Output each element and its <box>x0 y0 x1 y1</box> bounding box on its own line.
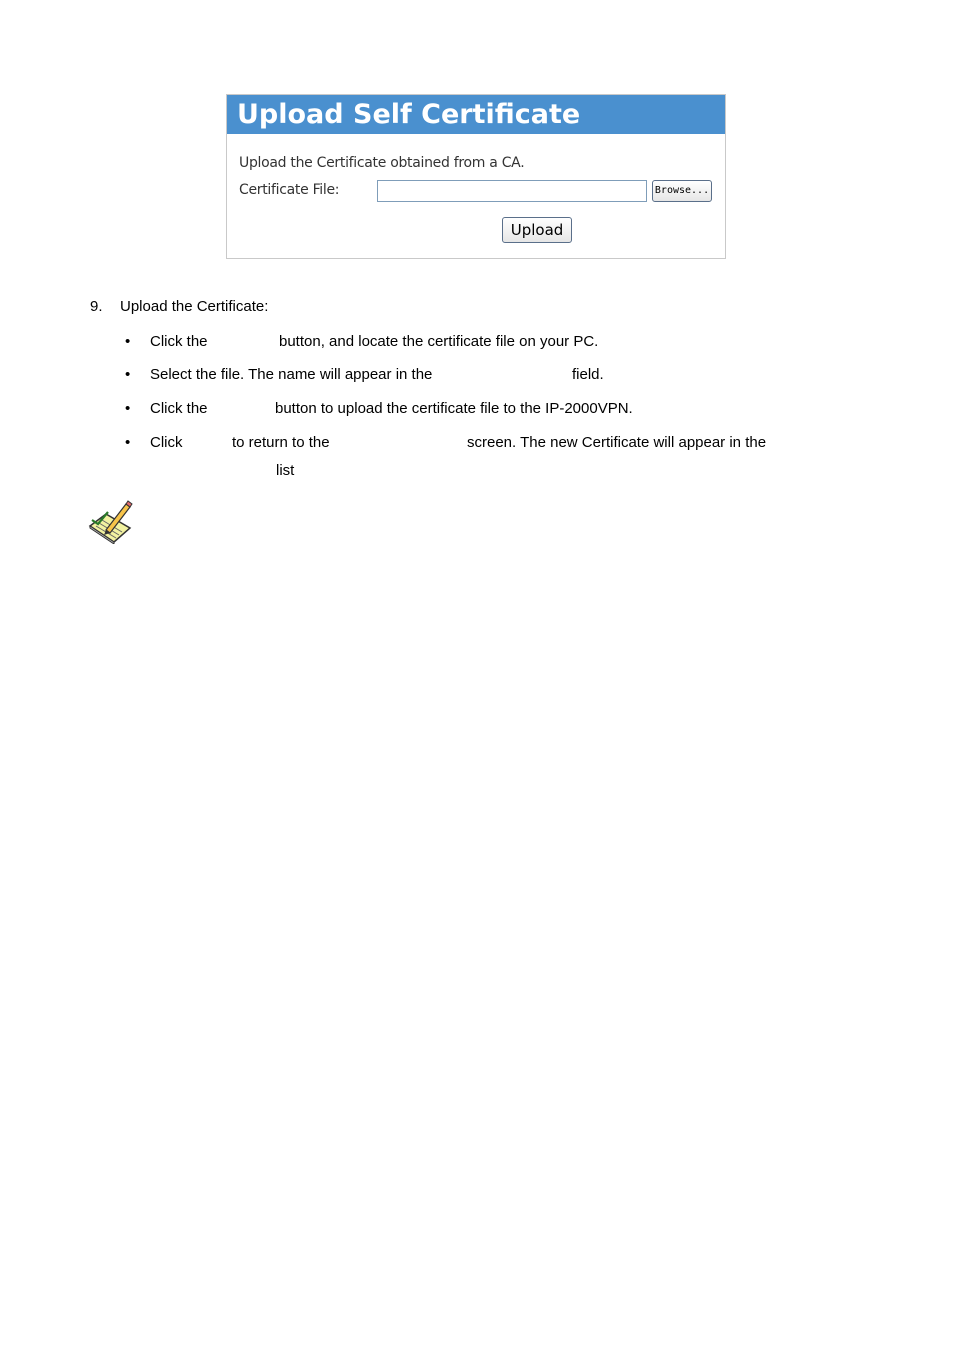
bullet-1-text-a: Click the <box>150 333 208 350</box>
bullet-4-text-a: Click <box>150 434 183 451</box>
browse-button[interactable]: Browse... <box>652 180 712 202</box>
certificate-file-input[interactable] <box>377 180 647 202</box>
bullet-4-text-b: to return to the <box>232 434 330 451</box>
bullet-4: • <box>125 434 131 451</box>
upload-self-certificate-panel <box>226 94 726 259</box>
certificate-file-label: Certificate File: <box>239 182 340 198</box>
bullet-3-text-a: Click the <box>150 400 208 417</box>
bullet-2-text-b: field. <box>572 366 604 383</box>
note-pencil-icon <box>88 500 134 544</box>
bullet-3: • <box>125 400 131 417</box>
step-title: Upload the Certificate: <box>120 298 269 315</box>
bullet-2: • <box>125 366 131 383</box>
bullet-3-text-b: button to upload the certificate file to the IP-2000VPN. <box>275 400 633 417</box>
bullet-2-text-a: Select the file. The name will appear in the <box>150 366 433 383</box>
bullet-1: • <box>125 333 131 350</box>
panel-description: Upload the Certificate obtained from a CA. <box>239 155 525 171</box>
bullet-4-text-c: screen. The new Certificate will appear in the <box>467 434 767 451</box>
upload-button[interactable]: Upload <box>502 217 572 243</box>
step-number: 9. <box>90 298 103 315</box>
panel-title: Upload Self Certificate <box>227 95 725 134</box>
bullet-1-text-b: button, and locate the certificate file on your PC. <box>279 333 599 350</box>
bullet-4-text-d: list <box>276 462 295 479</box>
